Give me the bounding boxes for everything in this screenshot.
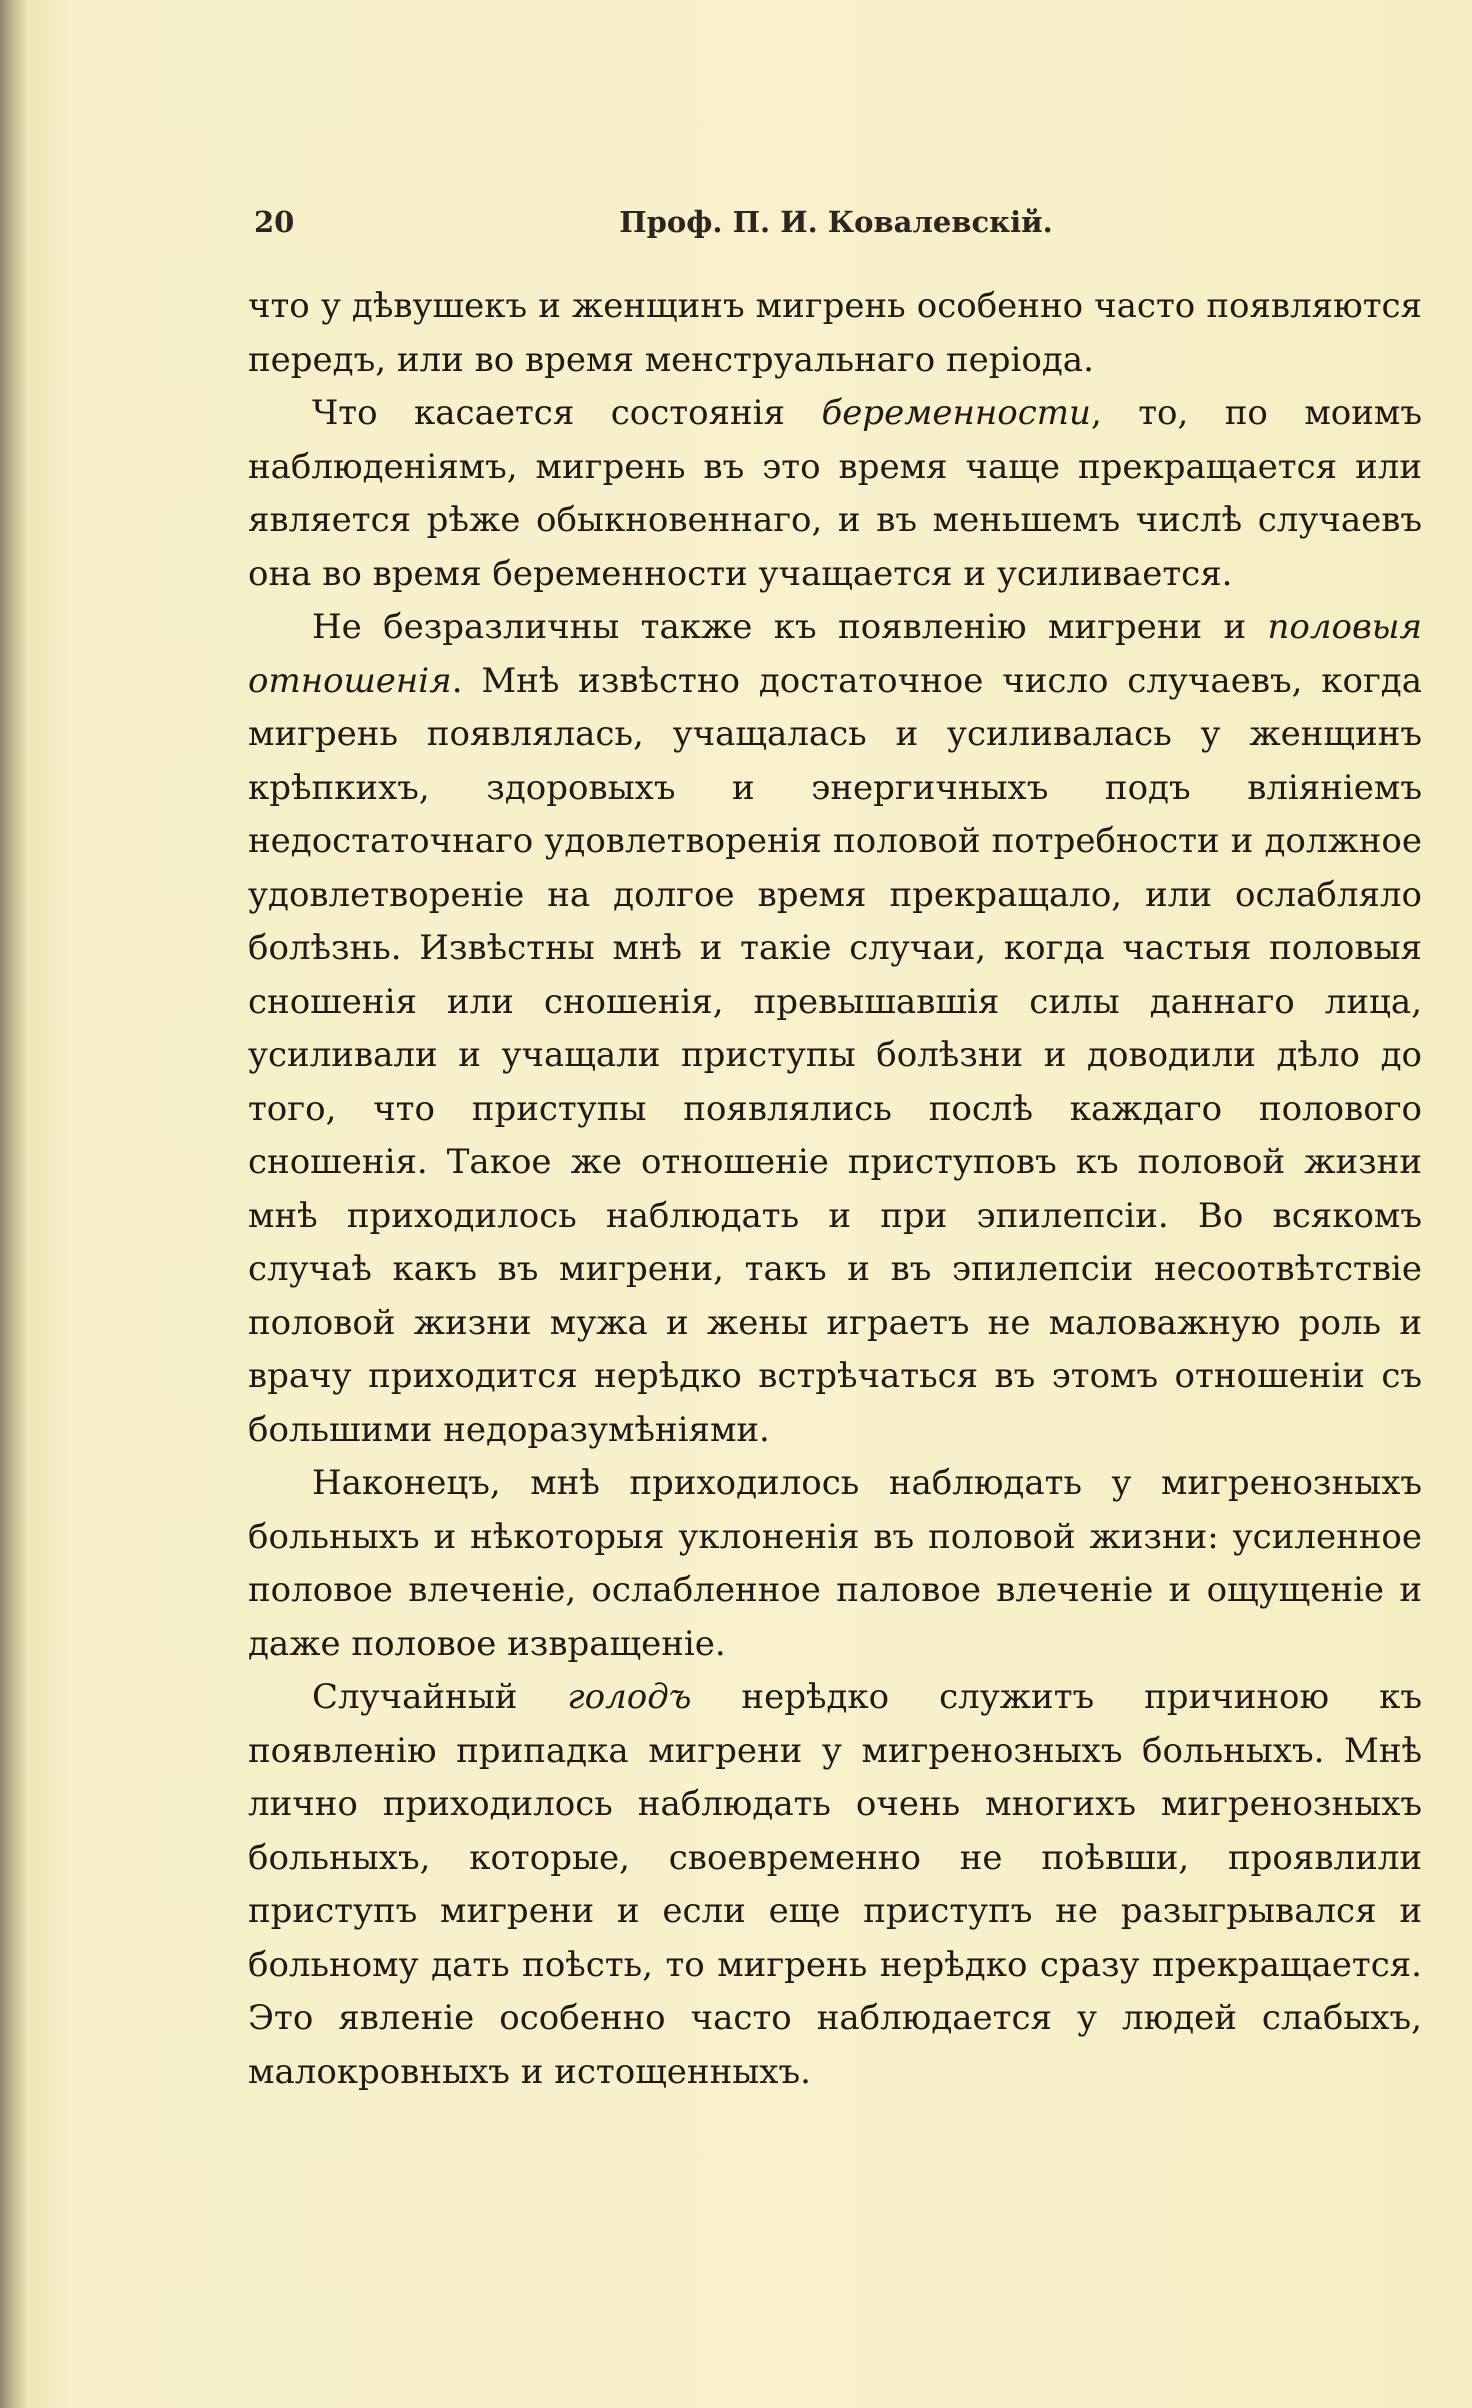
paragraph-text: Не безразличны также къ появленію мигрени и — [312, 607, 1268, 647]
paragraph-text: нерѣдко служитъ причиною къ появленію припадка мигрени у мигренозныхъ больныхъ. Мнѣ лично приходилось наблюдать очень многихъ мигренозныхъ больныхъ, которые, своевременно не поѣвши, проявлили приступъ мигрени и если еще приступъ не разыгрывался и больному дать поѣсть, то мигрень нерѣдко сразу прекращается. Это явленіе особенно часто наблюдается у людей слабыхъ, малокровныхъ и истощенныхъ. — [248, 1677, 1422, 2092]
paragraph — [248, 280, 1422, 387]
paragraph-text: Наконецъ, мнѣ приходилось наблюдать у мигренозныхъ больныхъ и нѣкоторыя уклоненія въ половой жизни: усиленное половое влеченіе, ослабленное паловое влеченіе и ощущеніе и даже половое извращеніе. — [248, 1463, 1422, 1664]
paragraph — [248, 1457, 1422, 1671]
page-spine-shadow — [0, 0, 26, 2408]
paragraph-text: . Мнѣ извѣстно достаточное число случаевъ, когда мигрень появлялась, учащалась и усиливалась у женщинъ крѣпкихъ, здоровыхъ и энергичныхъ подъ вліяніемъ недостаточнаго удовлетворенія половой потребности и должное удовлетвореніе на долгое время прекращало, или ослабляло болѣзнь. Извѣстны мнѣ и такіе случаи, когда частыя половыя сношенія или сношенія, превышавшія силы даннаго лица, усиливали и учащали приступы болѣзни и доводили дѣло до того, что приступы появлялись послѣ каждаго полового сношенія. Такое же отношеніе приступовъ къ половой жизни мнѣ приходилось наблюдать и при эпилепсіи. Во всякомъ случаѣ какъ въ мигрени, такъ и въ эпилепсіи несоотвѣтствіе половой жизни мужа и жены играетъ не маловажную роль и врачу приходится нерѣдко встрѣчаться въ этомъ отношеніи съ большими недоразумѣніями. — [248, 660, 1422, 1450]
paragraph-text: , то, по моимъ наблюденіямъ, мигрень въ это время чаще прекращается или является рѣже обыкновеннаго, и въ меньшемъ числѣ случаевъ она во время беременности учащается и усиливается. — [248, 393, 1422, 594]
page-number: 20 — [254, 205, 295, 239]
paragraph — [248, 387, 1422, 601]
paragraph-text: Случайный — [312, 1677, 568, 1717]
paragraph-text: что у дѣвушекъ и женщинъ мигрень особенно часто появляются передъ, или во время менструальнаго періода. — [248, 286, 1422, 380]
body-text — [248, 280, 1422, 2099]
running-title: Проф. П. И. Ковалевскій. — [619, 205, 1053, 239]
page-header — [252, 200, 1420, 244]
paragraph — [248, 1671, 1422, 2099]
emphasis-text: беременности — [821, 393, 1091, 433]
paragraph-text: Что касается состоянія — [312, 393, 822, 433]
paragraph — [248, 601, 1422, 1457]
emphasis-text: голодъ — [567, 1677, 692, 1717]
emphasis-text: половыя отношенія — [248, 607, 1422, 701]
